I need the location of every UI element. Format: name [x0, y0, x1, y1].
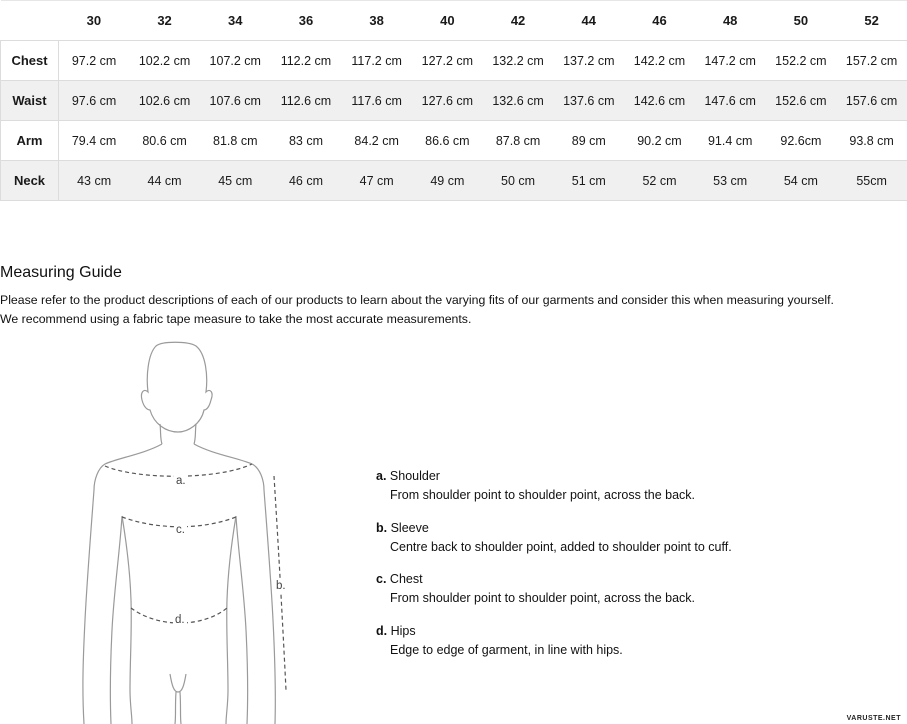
table-cell: 43 cm	[59, 161, 130, 201]
label-d: d.	[175, 614, 185, 626]
size-header: 38	[341, 1, 412, 41]
site-watermark: VARUSTE.NET	[846, 715, 901, 722]
table-cell: 97.2 cm	[59, 41, 130, 81]
table-cell: 50 cm	[483, 161, 554, 201]
label-a: a.	[176, 475, 186, 487]
table-row-chest	[1, 41, 907, 81]
table-cell: 107.2 cm	[200, 41, 271, 81]
table-cell: 92.6cm	[766, 121, 837, 161]
measuring-guide-title: Measuring Guide	[0, 264, 122, 281]
row-label: Chest	[1, 41, 59, 81]
table-cell: 142.2 cm	[624, 41, 695, 81]
corner-cell	[1, 1, 59, 41]
label-b: b.	[276, 580, 286, 592]
table-row-arm	[1, 121, 907, 161]
table-cell: 81.8 cm	[200, 121, 271, 161]
table-cell: 91.4 cm	[695, 121, 766, 161]
table-cell: 47 cm	[341, 161, 412, 201]
leg-inner-outline	[175, 692, 176, 724]
label-c: c.	[176, 524, 185, 536]
table-cell: 54 cm	[766, 161, 837, 201]
legend-letter: d.	[376, 623, 388, 638]
size-chart-table	[0, 0, 907, 201]
table-cell: 45 cm	[200, 161, 271, 201]
size-header: 42	[483, 1, 554, 41]
head-outline	[141, 342, 212, 432]
table-cell: 102.6 cm	[129, 81, 200, 121]
table-cell: 117.2 cm	[341, 41, 412, 81]
legend-letter: b.	[376, 520, 388, 535]
neck-outline	[194, 424, 196, 444]
legend-description: From shoulder point to shoulder point, across the back.	[390, 591, 696, 605]
table-cell: 152.2 cm	[766, 41, 837, 81]
table-cell: 137.2 cm	[553, 41, 624, 81]
right-inner-arm-outline	[236, 516, 248, 724]
table-cell: 80.6 cm	[129, 121, 200, 161]
table-cell: 152.6 cm	[766, 81, 837, 121]
legend-name: Chest	[389, 572, 423, 586]
table-cell: 90.2 cm	[624, 121, 695, 161]
intro-line-1: Please refer to the product descriptions of each of our products to learn about the varying fits of our garments and consider this when measuring yourself.	[0, 293, 834, 307]
row-label: Arm	[1, 121, 59, 161]
table-cell: 157.2 cm	[836, 41, 907, 81]
table-cell: 84.2 cm	[341, 121, 412, 161]
body-outline-illustration	[78, 340, 298, 724]
size-header-row	[1, 1, 907, 41]
legend-item-shoulder	[376, 467, 796, 519]
table-cell: 107.6 cm	[200, 81, 271, 121]
size-header: 30	[59, 1, 130, 41]
table-cell: 55cm	[836, 161, 907, 201]
table-cell: 44 cm	[129, 161, 200, 201]
torso-right-outline	[226, 516, 236, 724]
table-cell: 86.6 cm	[412, 121, 483, 161]
size-header: 48	[695, 1, 766, 41]
groin-outline	[170, 674, 186, 692]
table-cell: 142.6 cm	[624, 81, 695, 121]
legend-letter: a.	[376, 469, 387, 483]
table-cell: 89 cm	[553, 121, 624, 161]
row-label: Neck	[1, 161, 59, 201]
size-header: 44	[553, 1, 624, 41]
legend-item-hips	[376, 622, 796, 674]
table-cell: 132.2 cm	[483, 41, 554, 81]
legend-name: Sleeve	[390, 520, 429, 535]
table-row-waist	[1, 81, 907, 121]
right-shoulder-outline	[194, 444, 264, 490]
body-measurement-figure	[78, 340, 298, 724]
size-header: 32	[129, 1, 200, 41]
table-cell: 83 cm	[271, 121, 342, 161]
left-arm-outline	[83, 490, 94, 724]
table-cell: 87.8 cm	[483, 121, 554, 161]
legend-name: Hips	[390, 623, 416, 638]
size-header: 46	[624, 1, 695, 41]
table-cell: 127.2 cm	[412, 41, 483, 81]
table-cell: 137.6 cm	[553, 81, 624, 121]
table-cell: 51 cm	[553, 161, 624, 201]
table-cell: 49 cm	[412, 161, 483, 201]
size-header: 40	[412, 1, 483, 41]
legend-letter: c.	[376, 572, 387, 586]
right-arm-outline	[264, 490, 275, 724]
table-cell: 147.6 cm	[695, 81, 766, 121]
table-cell: 117.6 cm	[341, 81, 412, 121]
table-cell: 53 cm	[695, 161, 766, 201]
legend-item-sleeve	[376, 519, 796, 571]
table-cell: 112.6 cm	[271, 81, 342, 121]
measuring-guide-intro	[0, 291, 907, 329]
size-header: 50	[766, 1, 837, 41]
row-label: Waist	[1, 81, 59, 121]
table-cell: 157.6 cm	[836, 81, 907, 121]
left-inner-arm-outline	[110, 516, 122, 724]
table-cell: 93.8 cm	[836, 121, 907, 161]
table-cell: 127.6 cm	[412, 81, 483, 121]
left-shoulder-outline	[94, 444, 162, 490]
table-row-neck	[1, 161, 907, 201]
legend-name: Shoulder	[389, 469, 440, 483]
size-header: 34	[200, 1, 271, 41]
legend-description: Centre back to shoulder point, added to shoulder point to cuff.	[390, 539, 732, 554]
table-cell: 132.6 cm	[483, 81, 554, 121]
measurement-legend	[376, 467, 796, 673]
leg-inner-outline	[180, 692, 181, 724]
table-cell: 112.2 cm	[271, 41, 342, 81]
table-cell: 97.6 cm	[59, 81, 130, 121]
size-header: 52	[836, 1, 907, 41]
torso-left-outline	[122, 516, 132, 724]
table-cell: 52 cm	[624, 161, 695, 201]
table-cell: 79.4 cm	[59, 121, 130, 161]
intro-line-2: We recommend using a fabric tape measure to take the most accurate measurements.	[0, 312, 472, 326]
legend-description: From shoulder point to shoulder point, across the back.	[390, 488, 696, 502]
table-cell: 147.2 cm	[695, 41, 766, 81]
table-cell: 102.2 cm	[129, 41, 200, 81]
table-cell: 46 cm	[271, 161, 342, 201]
legend-description: Edge to edge of garment, in line with hips.	[390, 642, 623, 657]
legend-item-chest	[376, 570, 796, 622]
size-header: 36	[271, 1, 342, 41]
